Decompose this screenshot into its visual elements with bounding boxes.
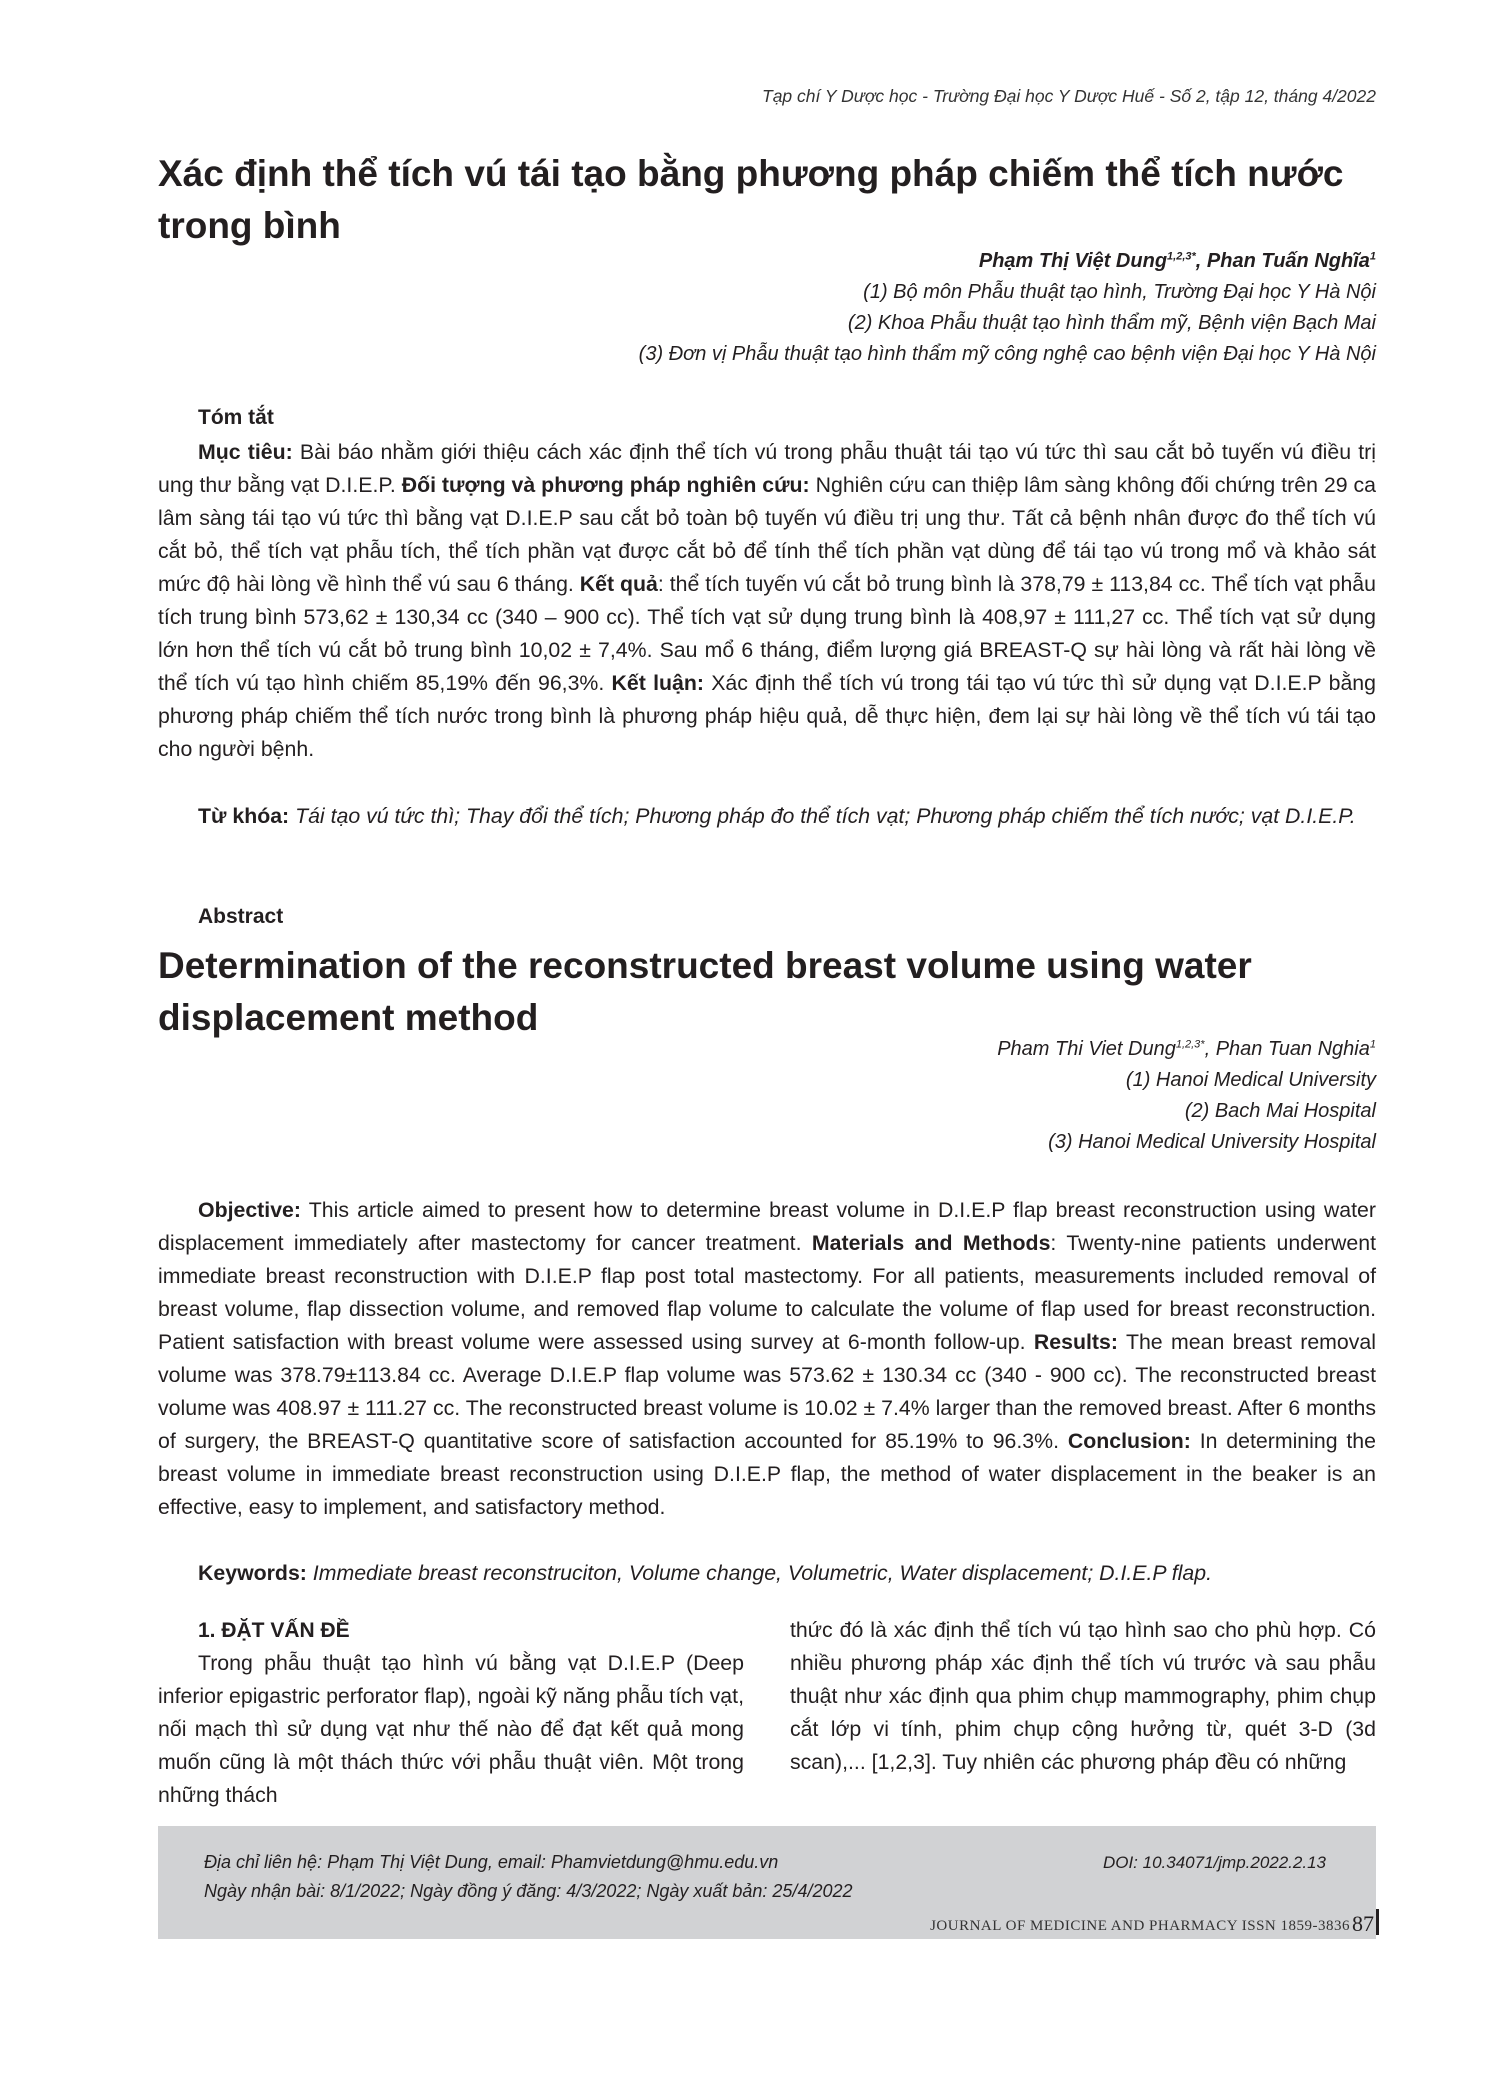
page-number-bar xyxy=(1376,1909,1379,1935)
author-superscript: 1 xyxy=(1369,1038,1376,1051)
keywords-label: Keywords: xyxy=(198,1561,307,1585)
keywords-text: Immediate breast reconstruciton, Volume change, Volumetric, Water displacement; D.I.E.P flap. xyxy=(306,1561,1213,1585)
affiliation: (3) Đơn vị Phẫu thuật tạo hình thẩm mỹ công nghệ cao bệnh viện Đại học Y Hà Nội xyxy=(638,343,1376,365)
conclusion-text: In determining the breast volume in immediate breast reconstruction using D.I.E.P flap, the method of water displacement in the beaker is an effective, easy to implement, and satisfactory method. xyxy=(158,1429,1376,1519)
body-text: Trong phẫu thuật tạo hình vú bằng vạt D.I.E.P (Deep inferior epigastric perforator flap), ngoài kỹ năng phẫu tích vạt, nối mạch thì sử dụng vạt như thế nào để đạt kết quả mong muốn cũng là một thách thức với phẫu thuật viên. Một trong những thách xyxy=(158,1651,744,1807)
conclusion-label: Kết luận: xyxy=(611,671,704,695)
summary-paragraph xyxy=(158,436,1376,766)
objective-label: Mục tiêu: xyxy=(198,440,293,464)
abstract-paragraph xyxy=(158,1194,1376,1524)
methods-label: Đối tượng và phương pháp nghiên cứu: xyxy=(401,473,810,497)
body-column-left xyxy=(158,1614,744,1812)
results-text: The mean breast removal volume was 378.79±113.84 cc. Average D.I.E.P flap volume was 573.62 ± 130.34 cc (340 - 900 cc). The reconstructed breast volume was 408.97 ± 111.27 cc. The reconstructed breast volume is 10.02 ± 7.4% larger than the removed breast. After 6 months of surgery, the BREAST-Q quantitative score of satisfaction accounted for 85.19% to 96.3%. xyxy=(158,1330,1376,1453)
conclusion-label: Conclusion: xyxy=(1067,1429,1191,1453)
summary-heading: Tóm tắt xyxy=(198,406,274,429)
keywords-paragraph-vietnamese xyxy=(158,800,1376,833)
author-line-vietnamese xyxy=(158,246,1376,277)
abstract-heading: Abstract xyxy=(198,905,284,928)
affiliation: (2) Khoa Phẫu thuật tạo hình thẩm mỹ, Bệnh viện Bạch Mai xyxy=(847,312,1376,334)
section-heading: 1. ĐẶT VẤN ĐỀ xyxy=(198,1619,350,1642)
body-column-right xyxy=(790,1614,1376,1779)
authors-block-vietnamese xyxy=(158,246,1376,370)
contact-line: Địa chỉ liên hệ: Phạm Thị Việt Dung, email: Phamvietdung@hmu.edu.vn xyxy=(204,1852,779,1872)
conclusion-text: Xác định thể tích vú trong tái tạo vú tức thì sử dụng vạt D.I.E.P bằng phương pháp chiếm thể tích nước trong bình là phương pháp hiệu quả, dễ thực hiện, đem lại sự hài lòng về thể tích vú tái tạo cho người bệnh. xyxy=(158,671,1376,761)
affiliation: (2) Bach Mai Hospital xyxy=(1184,1100,1376,1122)
objective-text: This article aimed to present how to determine breast volume in D.I.E.P flap breast reconstruction using water displacement immediately after mastectomy for cancer treatment. xyxy=(158,1198,1376,1255)
results-text: : thể tích tuyến vú cắt bỏ trung bình là 378,79 ± 113,84 cc. Thể tích vạt phẫu tích trung bình 573,62 ± 130,34 cc (340 – 900 cc). Thể tích vạt sử dụng trung bình là 408,97 ± 111,27 cc. Thể tích vạt sử dụng lớn hơn thể tích vú cắt bỏ trung bình 10,02 ± 7,4%. Sau mổ 6 tháng, điểm lượng giá BREAST-Q sự hài lòng và rất hài lòng về thể tích vú tạo hình chiếm 85,19% đến 96,3%. xyxy=(158,572,1376,695)
author-name: , Phan Tuan Nghia xyxy=(1204,1038,1370,1060)
affiliation: (1) Hanoi Medical University xyxy=(1125,1069,1376,1091)
author-line-english xyxy=(158,1034,1376,1065)
doi: DOI: 10.34071/jmp.2022.2.13 xyxy=(1102,1853,1326,1872)
author-superscript: 1,2,3* xyxy=(1175,1038,1205,1051)
author-superscript: 1,2,3* xyxy=(1167,250,1196,263)
title-vietnamese: Xác định thể tích vú tái tạo bằng phương pháp chiếm thể tích nước trong bình xyxy=(158,153,1344,246)
methods-label: Materials and Methods xyxy=(811,1231,1051,1255)
objective-text: Bài báo nhằm giới thiệu cách xác định thể tích vú trong phẫu thuật tái tạo vú tức thì sau cắt bỏ tuyến vú điều trị ung thư bằng vạt D.I.E.P. xyxy=(158,440,1376,497)
dates-line: Ngày nhận bài: 8/1/2022; Ngày đồng ý đăng: 4/3/2022; Ngày xuất bản: 25/4/2022 xyxy=(204,1881,853,1901)
authors-block-english xyxy=(158,1034,1376,1158)
keywords-label: Từ khóa: xyxy=(198,804,290,828)
keywords-text: Tái tạo vú tức thì; Thay đổi thể tích; Phương pháp đo thể tích vạt; Phương pháp chiếm thể tích nước; vạt D.I.E.P. xyxy=(289,804,1356,828)
author-name: Phạm Thị Việt Dung xyxy=(978,250,1168,272)
methods-text: : Twenty-nine patients underwent immediate breast reconstruction with D.I.E.P flap post total mastectomy. For all patients, measurements included removal of breast volume, flap dissection volume, and removed flap volume to calculate the volume of flap used for breast reconstruction. Patient satisfaction with breast volume were assessed using survey at 6-month follow-up. xyxy=(158,1231,1376,1354)
author-name: Pham Thi Viet Dung xyxy=(997,1038,1176,1060)
page-number: 87 xyxy=(1352,1911,1374,1936)
results-label: Kết quả xyxy=(579,572,658,596)
body-text: thức đó là xác định thể tích vú tạo hình sao cho phù hợp. Có nhiều phương pháp xác định thể tích vú trước và sau phẫu thuật như xác định qua phim chụp mammography, phim chụp cắt lớp vi tính, phim chụp cộng hưởng từ, quét 3-D (3d scan),... [1,2,3]. Tuy nhiên các phương pháp đều có những xyxy=(790,1618,1376,1774)
author-name: , Phan Tuấn Nghĩa xyxy=(1195,250,1370,272)
methods-text: Nghiên cứu can thiệp lâm sàng không đối chứng trên 29 ca lâm sàng tái tạo vú tức thì bằng vạt D.I.E.P sau cắt bỏ toàn bộ tuyến vú điều trị ung thư. Tất cả bệnh nhân được đo thể tích vú cắt bỏ, thể tích vạt phẫu tích, thể tích phần vạt được cắt bỏ để tính thể tích phần vạt dùng để tái tạo vú trong mổ và khảo sát mức độ hài lòng về hình thể vú sau 6 tháng. xyxy=(158,473,1376,596)
author-superscript: 1 xyxy=(1369,250,1376,263)
running-head: Tạp chí Y Dược học - Trường Đại học Y Dược Huế - Số 2, tập 12, tháng 4/2022 xyxy=(762,86,1376,106)
affiliation: (1) Bộ môn Phẫu thuật tạo hình, Trường Đại học Y Hà Nội xyxy=(863,281,1376,303)
journal-footer: JOURNAL OF MEDICINE AND PHARMACY ISSN 1859-3836 xyxy=(930,1918,1350,1934)
results-label: Results: xyxy=(1033,1330,1118,1354)
objective-label: Objective: xyxy=(198,1198,301,1222)
affiliation: (3) Hanoi Medical University Hospital xyxy=(1048,1131,1376,1153)
title-english: Determination of the reconstructed breast volume using water displacement method xyxy=(158,945,1252,1038)
keywords-paragraph-english xyxy=(158,1557,1376,1590)
